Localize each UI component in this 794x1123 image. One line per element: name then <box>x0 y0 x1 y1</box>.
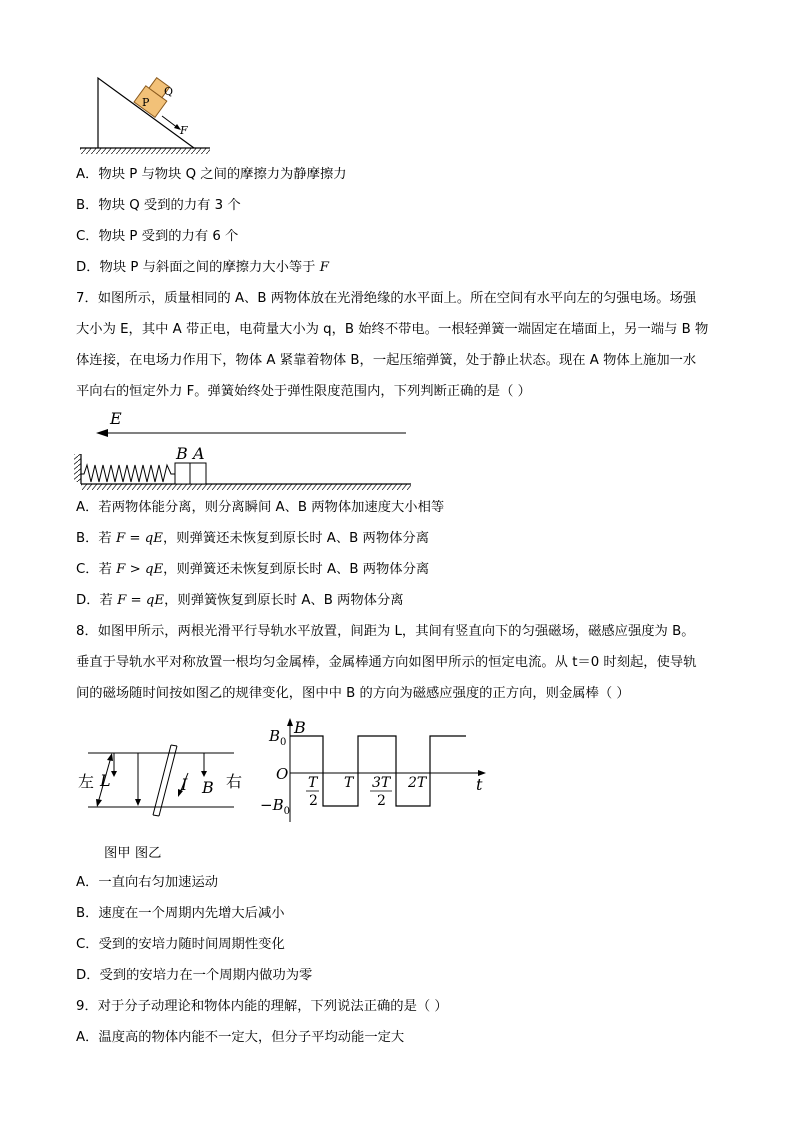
block-A <box>190 463 206 484</box>
tick-2T: 2T <box>408 775 427 791</box>
q7-option-c <box>76 560 429 579</box>
q7-option-c-text: ，则弹簧还未恢复到原长时 A、B 两物体分离 <box>163 562 430 577</box>
label-P: P <box>142 96 150 109</box>
label-Q: Q <box>164 85 174 98</box>
q7-option-d-text: ，则弹簧恢复到原长时 A、B 两物体分离 <box>164 593 404 608</box>
label-F: F <box>180 124 188 137</box>
axis-label-t: t <box>476 775 483 794</box>
q6-option-d-var: F <box>319 260 329 275</box>
q9-option-a: A．温度高的物体内能不一定大，但分子平均动能一定大 <box>76 1030 405 1045</box>
q8-stem-line-1: 8．如图甲所示，两根光滑平行导轨水平放置，间距为 L，其间有竖直向下的匀强磁场，磁感应强度为 B。 <box>76 624 695 639</box>
wall-hatch <box>74 454 81 482</box>
label-I: I <box>181 775 188 794</box>
q6-option-b: B．物块 Q 受到的力有 3 个 <box>76 198 241 213</box>
b0-subscript: 0 <box>280 737 287 748</box>
q9-stem: 9．对于分子动理论和物体内能的理解，下列说法正确的是（ ） <box>76 999 448 1014</box>
q7-option-d-condition: F = qE <box>117 593 165 608</box>
q8-option-c: C．受到的安培力随时间周期性变化 <box>76 937 285 952</box>
q7-option-b <box>76 529 429 548</box>
spring-figure <box>72 406 417 492</box>
label-B: B <box>176 444 188 463</box>
q8-option-d: D．受到的安培力在一个周期内做功为零 <box>76 968 313 983</box>
q8-option-b: B．速度在一个周期内先增大后减小 <box>76 906 285 921</box>
q7-stem-line-3: 体连接，在电场力作用下，物体 A 紧靠着物体 B，一起压缩弹簧，处于静止状态。现在 A 物体上施加一水 <box>76 353 697 368</box>
q6-option-d-text: D．物块 P 与斜面之间的摩擦力大小等于 <box>76 260 316 275</box>
tick-t2-den: 2 <box>309 793 318 809</box>
q7-option-c-condition: F > qE <box>116 562 164 577</box>
metal-rod <box>153 745 177 816</box>
neg-b0-letter: −B <box>260 796 284 814</box>
label-L: L <box>100 771 111 790</box>
label-E: E <box>110 409 122 428</box>
tick-3t2-num: 3T <box>372 775 391 791</box>
q7-option-b-text: ，则弹簧还未恢复到原长时 A、B 两物体分离 <box>163 531 430 546</box>
q6-option-d <box>76 258 329 277</box>
field-arrowhead <box>96 429 108 437</box>
q7-option-b-condition: F = qE <box>115 531 163 546</box>
q7-stem-line-1: 7．如图所示，质量相同的 A、B 两物体放在光滑绝缘的水平面上。所在空间有水平向左的匀强电场。场强 <box>76 291 697 306</box>
incline-figure <box>78 74 213 158</box>
q8-stem-line-3: 间的磁场随时间按如图乙的规律变化，图中中 B 的方向为磁感应强度的正方向，则金属棒（ ） <box>76 686 630 701</box>
q7-option-d-prefix: D．若 <box>76 593 113 608</box>
floor-hatch <box>81 484 411 490</box>
q6-option-c: C．物块 P 受到的力有 6 个 <box>76 229 239 244</box>
spring <box>81 465 175 482</box>
axis-label-B: B <box>294 718 306 737</box>
neg-b0-label <box>260 796 290 817</box>
q8-figure-caption: 图甲 图乙 <box>104 846 162 861</box>
rails-figure <box>76 736 248 820</box>
q8-option-a: A．一直向右匀加速运动 <box>76 875 219 890</box>
label-right: 右 <box>226 772 243 791</box>
block-B <box>175 463 190 484</box>
q7-option-a: A．若两物体能分离，则分离瞬间 A、B 两物体加速度大小相等 <box>76 500 445 515</box>
q7-stem-line-2: 大小为 E，其中 A 带正电，电荷量大小为 q，B 始终不带电。一根轻弹簧一端固定在墙面上，另一端与 B 物 <box>76 322 709 337</box>
q7-option-d <box>76 591 404 610</box>
ground-hatch <box>80 148 210 154</box>
tick-t2-num: T <box>308 775 318 791</box>
origin-label: O <box>276 765 289 783</box>
q6-option-a: A．物块 P 与物块 Q 之间的摩擦力为静摩擦力 <box>76 167 347 182</box>
q7-stem-line-4: 平向右的恒定外力 F。弹簧始终处于弹性限度范围内，下列判断正确的是（ ） <box>76 384 531 399</box>
q7-option-b-prefix: B．若 <box>76 531 112 546</box>
b0-letter: B <box>269 727 281 745</box>
tick-3t2-den: 2 <box>377 793 386 809</box>
bt-graph-figure <box>256 716 492 824</box>
label-left: 左 <box>78 772 95 791</box>
q7-option-c-prefix: C．若 <box>76 562 112 577</box>
q8-stem-line-2: 垂直于导轨水平对称放置一根均匀金属棒，金属棒通方向如图甲所示的恒定电流。从 t＝0 时刻起，使导轨 <box>76 655 697 670</box>
b0-label <box>268 727 286 748</box>
label-B: B <box>202 778 214 797</box>
label-A: A <box>193 444 205 463</box>
tick-T: T <box>344 775 354 791</box>
neg-b0-subscript: 0 <box>283 806 290 817</box>
